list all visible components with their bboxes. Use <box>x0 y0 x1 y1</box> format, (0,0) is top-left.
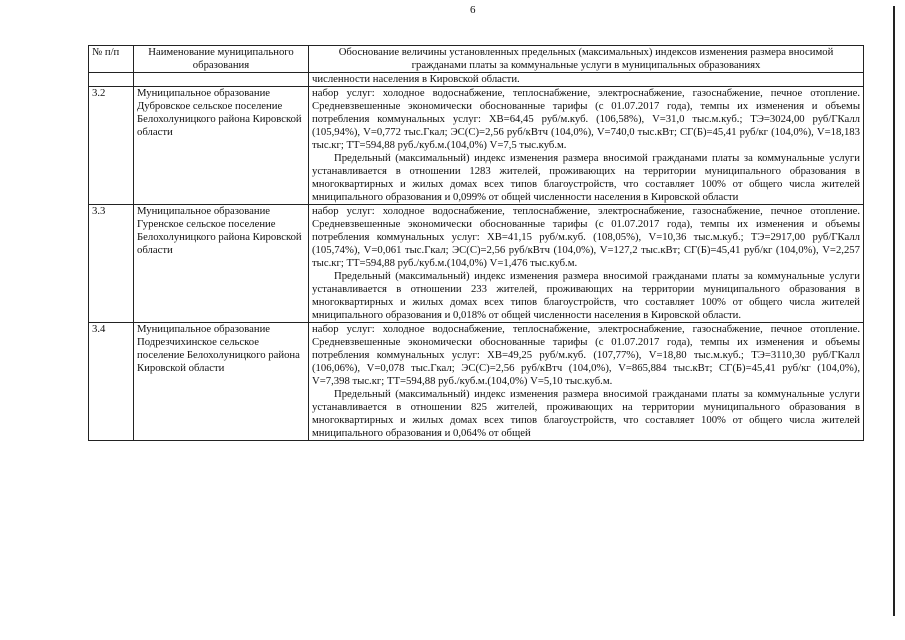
tariff-table <box>88 45 864 441</box>
justification-cell <box>309 87 864 205</box>
table-row <box>89 323 864 441</box>
table-row <box>89 205 864 323</box>
header-num: № п/п <box>89 46 134 73</box>
justification-cell <box>309 323 864 441</box>
index-text: Предельный (максимальный) индекс изменения размера вносимой гражданами платы за коммунальные услуги устанавливается в отношении 825 жителей, проживающих на территории муниципального образования в многоквартирных и жилых домах всех типов благоустройств, что составляет 100% от общего числа жителей мниципального образования и 0,064% от общей <box>312 388 860 439</box>
continuation-row <box>89 73 864 87</box>
row-number: 3.2 <box>89 87 134 205</box>
row-number: 3.3 <box>89 205 134 323</box>
row-number: 3.4 <box>89 323 134 441</box>
scan-edge-line <box>893 6 895 616</box>
tariffs-text: набор услуг: холодное водоснабжение, теплоснабжение, электроснабжение, газоснабжение, печное отопление. Средневзвешенные экономически обоснованные тарифы (с 01.07.2017 года), темпы их изменения и объемы потребления коммунальных услуг: ХВ=41,15 руб/м.куб. (108,05%), V=10,36 тыс.м.куб.; ТЭ=2917,00 руб/ГКалл (105,74%), V=0,061 тыс.Гкал; ЭС(С)=2,56 руб/кВтч (104,0%), V=127,2 тыс.кВт; СГ(Б)=45,41 руб/кг (104,0%), V=2,257 тыс.кг; ТТ=594,88 руб./куб.м.(104,0%) V=1,476 тыс.куб.м. <box>312 205 860 269</box>
municipality-name: Муниципальное образование Гуренское сельское поселение Белохолуницкого района Кировской области <box>134 205 309 323</box>
municipality-name: Муниципальное образование Подрезчихинское сельское поселение Белохолуницкого района Кировской области <box>134 323 309 441</box>
header-name: Наименование муниципального образования <box>134 46 309 73</box>
index-text: Предельный (максимальный) индекс изменения размера вносимой гражданами платы за коммунальные услуги устанавливается в отношении 233 жителей, проживающих на территории муниципального образования в многоквартирных и жилых домах всех типов благоустройств, что составляет 100% от общего числа жителей мниципального образования и 0,018% от общей численности населения в Кировской области. <box>312 270 860 321</box>
continuation-text: численности населения в Кировской области. <box>312 73 520 85</box>
tariffs-text: набор услуг: холодное водоснабжение, теплоснабжение, электроснабжение, газоснабжение, печное отопление. Средневзвешенные экономически обоснованные тарифы (с 01.07.2017 года), темпы их изменения и объемы потребления коммунальных услуг: ХВ=49,25 руб/м.куб. (107,77%), V=18,80 тыс.м.куб.; ТЭ=3110,30 руб/ГКалл (106,06%), V=0,078 тыс.Гкал; ЭС(С)=2,56 руб/кВтч (104,0%), V=865,884 тыс.кВт; СГ(Б)=45,41 руб/кг (104,0%), V=7,398 тыс.кг; ТТ=594,88 руб./куб.м.(104,0%) V=5,10 тыс.куб.м. <box>312 323 860 387</box>
table-header-row <box>89 46 864 73</box>
page-number: 6 <box>470 4 476 16</box>
index-text: Предельный (максимальный) индекс изменения размера вносимой гражданами платы за коммунальные услуги устанавливается в отношении 1283 жителей, проживающих на территории муниципального образования в многоквартирных и жилых домах всех типов благоустройств, что составляет 100% от общего числа жителей мниципального образования и 0,099% от общей численности населения в Кировской области <box>312 152 860 203</box>
table-row <box>89 87 864 205</box>
header-justification: Обоснование величины установленных предельных (максимальных) индексов изменения размера вносимой гражданами платы за коммунальные услуги в муниципальных образованиях <box>309 46 864 73</box>
tariffs-text: набор услуг: холодное водоснабжение, теплоснабжение, электроснабжение, газоснабжение, печное отопление. Средневзвешенные экономически обоснованные тарифы (с 01.07.2017 года), темпы их изменения и объемы потребления коммунальных услуг: ХВ=64,45 руб/м.куб. (106,58%), V=31,0 тыс.м.куб.; ТЭ=3024,00 руб/ГКалл (105,94%), V=0,772 тыс.Гкал; ЭС(С)=2,56 руб/кВтч (104,0%), V=740,0 тыс.кВт; СГ(Б)=45,41 руб/кг (104,0%), V=18,183 тыс.кг; ТТ=594,88 руб./куб.м.(104,0%) V=7,5 тыс.куб.м. <box>312 87 860 151</box>
municipality-name: Муниципальное образование Дубровское сельское поселение Белохолуницкого района Кировской области <box>134 87 309 205</box>
justification-cell <box>309 205 864 323</box>
